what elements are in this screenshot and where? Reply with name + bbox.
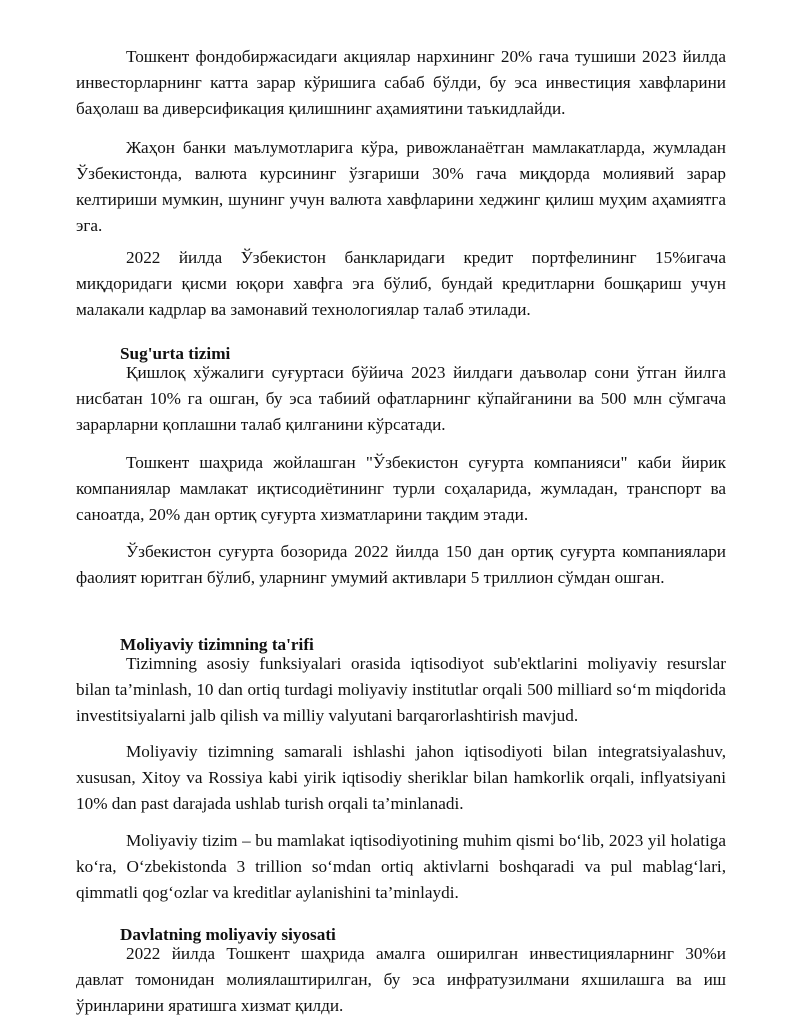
paragraph: Ўзбекистон суғурта бозорида 2022 йилда 150 дан ортиқ суғурта компаниялари фаолият юритган бўлиб, уларнинг умумий активлари 5 триллион сўмдан ошган. [76, 542, 726, 587]
paragraph: Тошкент фондобиржасидаги акциялар нархининг 20% гача тушиши 2023 йилда инвесторларнинг катта зарар кўришига сабаб бўлди, бу эса инвестиция хавфларини баҳолаш ва диверсификация қилишнинг аҳамиятини таъкидлайди. [76, 47, 726, 118]
paragraph: 2022 йилда Тошкент шаҳрида амалга оширилган инвестицияларнинг 30%и давлат томонидан молиялаштирилган, бу эса инфратузилмани яхшилашга ва иш ўринларини яратишга хизмат қилди. [76, 944, 726, 1015]
paragraph: Moliyaviy tizimning samarali ishlashi jahon iqtisodiyoti bilan integratsiyalashuv, xususan, Xitoy va Rossiya kabi yirik iqtisodiy sheriklar bilan hamkorlik orqali, inflyatsiyani 10% dan past darajada ushlab turish orqali ta’minlanadi. [76, 742, 726, 813]
paragraph: Жаҳон банки маълумотларига кўра, ривожланаётган мамлакатларда, жумладан Ўзбекистонда, валюта курсининг ўзгариши 30% гача миқдорда молиявий зарар келтириши мумкин, шунинг учун валюта хавфларини хеджинг қилиш муҳим аҳамиятга эга. [76, 138, 726, 235]
paragraph: Тошкент шаҳрида жойлашган "Ўзбекистон суғурта компанияси" каби йирик компаниялар мамлакат иқтисодиётининг турли соҳаларида, жумладан, транспорт ва саноатда, 20% дан ортиқ суғурта хизматларини тақдим этади. [76, 453, 726, 524]
paragraph: Қишлоқ хўжалиги суғуртаси бўйича 2023 йилдаги даъволар сони ўтган йилга нисбатан 10% га ошган, бу эса табиий офатларнинг кўпайганини ва 500 млн сўмгача зарарларни қоплашни талаб қилганини кўрсатади. [76, 363, 726, 434]
section-heading: Sug'urta tizimi [120, 344, 231, 363]
paragraph: 2022 йилда Ўзбекистон банкларидаги кредит портфелининг 15%игача миқдоридаги қисми юқори хавфга эга бўлиб, бундай кредитларни бошқариш учун малакали кадрлар ва замонавий технологиялар талаб этилади. [76, 248, 726, 319]
section-heading: Davlatning moliyaviy siyosati [120, 925, 336, 944]
paragraph: Moliyaviy tizim – bu mamlakat iqtisodiyotining muhim qismi bo‘lib, 2023 yil holatiga ko‘ra, O‘zbekistonda 3 trillion so‘mdan ortiq aktivlarni boshqaradi va pul mablag‘lari, qimmatli qog‘ozlar va kreditlar aylanishini ta’minlaydi. [76, 831, 726, 902]
paragraph: Tizimning asosiy funksiyalari orasida iqtisodiyot sub'ektlarini moliyaviy resurslar bilan ta’minlash, 10 dan ortiq turdagi moliyaviy institutlar orqali 500 milliard so‘m miqdorida investitsiyalarni jalb qilish va milliy valyutani barqarorlashtirish mavjud. [76, 654, 726, 725]
section-heading: Moliyaviy tizimning ta'rifi [120, 635, 314, 654]
